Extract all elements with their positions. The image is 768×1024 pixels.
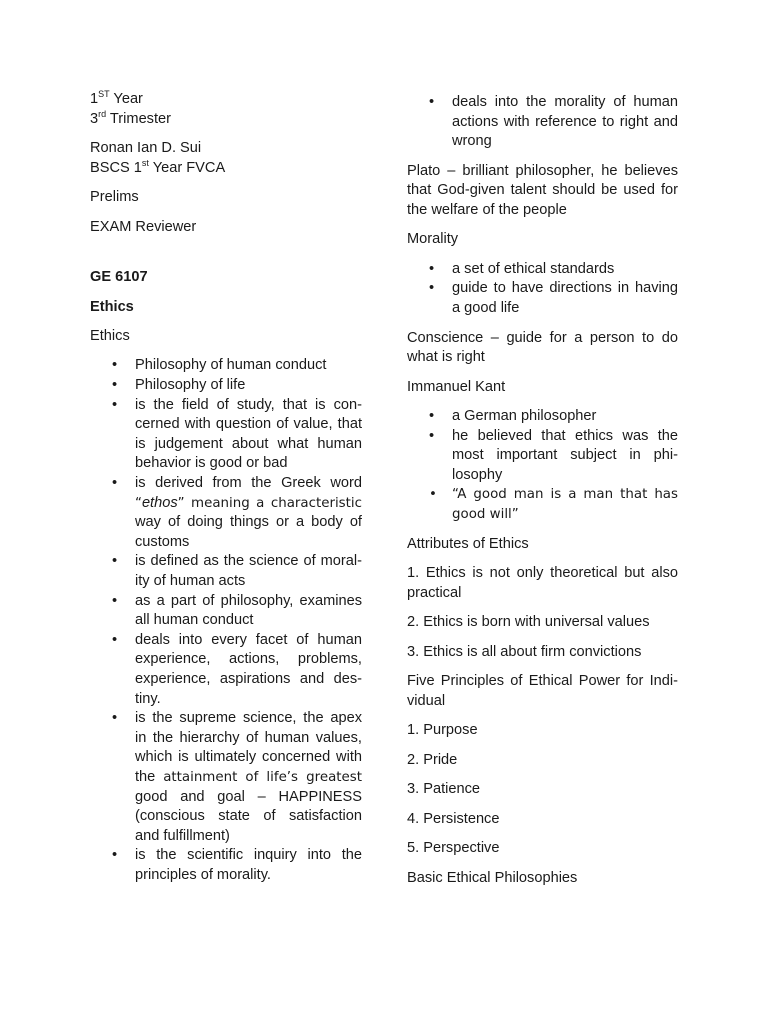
ethics-definition-list [90, 356, 362, 885]
list-item: • is the supreme science, the apex in the hierarchy of human values, which is ultimately concerned with the attainment of life’s greatest good and goal – HAPPINESS (conscious state of satisfaction and fulfillment) [90, 709, 362, 846]
attribute-item: 3. Ethics is all about firm convictions [407, 643, 642, 660]
principle-item: 1. Purpose [407, 722, 478, 739]
morality-heading: Morality [407, 231, 459, 248]
principle-item: 2. Pride [407, 751, 458, 768]
term-label: Prelims [90, 189, 139, 206]
principles-heading: Five Principles of Ethical Power for Indi- vidual [407, 673, 678, 709]
course-line: BSCS 1st Year FVCA [90, 157, 226, 176]
continued-list [407, 93, 678, 152]
attribute-item: 1. Ethics is not only theoretical but also practical [407, 565, 678, 601]
year-line: 1ST Year [90, 89, 143, 107]
attributes-heading: Attributes of Ethics [407, 535, 529, 552]
left-column [90, 90, 362, 886]
principle-item: 3. Patience [407, 781, 481, 798]
kant-heading: Immanuel Kant [407, 378, 506, 395]
list-item: • guide to have directions in having a good life [407, 279, 678, 318]
principle-item: 4. Persistence [407, 810, 500, 827]
list-item: • deals into the morality of human actions with reference to right and wrong [407, 93, 678, 152]
document-type: EXAM Reviewer [90, 218, 197, 235]
subject-code: GE 6107 [90, 269, 148, 286]
list-item: • a German philosopher [407, 407, 678, 427]
list-item: • a set of ethical standards [407, 260, 678, 280]
ethics-heading: Ethics [90, 327, 130, 344]
list-item: • Philosophy of life [90, 376, 362, 396]
plato-paragraph: Plato – brilliant philosopher, he believes that God-given talent should be used for the welfare of the people [407, 162, 678, 218]
list-item: • deals into every facet of human experience, actions, problems, experience, aspirations and des- tiny. [90, 631, 362, 709]
list-item: • he believed that ethics was the most important subject in phi- losophy [407, 427, 678, 486]
subject-title: Ethics [90, 298, 134, 315]
list-item: • as a part of philosophy, examines all human conduct [90, 592, 362, 631]
list-item: • “A good man is a man that has good will” [407, 485, 678, 524]
morality-list [407, 260, 678, 319]
principle-item: 5. Perspective [407, 840, 500, 857]
basic-philosophies-heading: Basic Ethical Philosophies [407, 869, 578, 886]
author-name: Ronan Ian D. Sui [90, 140, 202, 157]
list-item: • is defined as the science of moral- ity of human acts [90, 552, 362, 591]
conscience-paragraph: Conscience – guide for a person to do what is right [407, 329, 678, 366]
kant-list [407, 407, 678, 525]
list-item: • is the field of study, that is con- cerned with question of value, that is judgement about what human behavior is good or bad [90, 396, 362, 474]
right-column [407, 93, 678, 888]
trimester-line: 3rd Trimester [90, 108, 172, 127]
list-item: • is the scientific inquiry into the principles of morality. [90, 846, 362, 885]
attribute-item: 2. Ethics is born with universal values [407, 614, 650, 631]
list-item: • Philosophy of human conduct [90, 356, 362, 376]
list-item: • is derived from the Greek word “ethos” meaning a characteristic way of doing things or a body of customs [90, 474, 362, 552]
